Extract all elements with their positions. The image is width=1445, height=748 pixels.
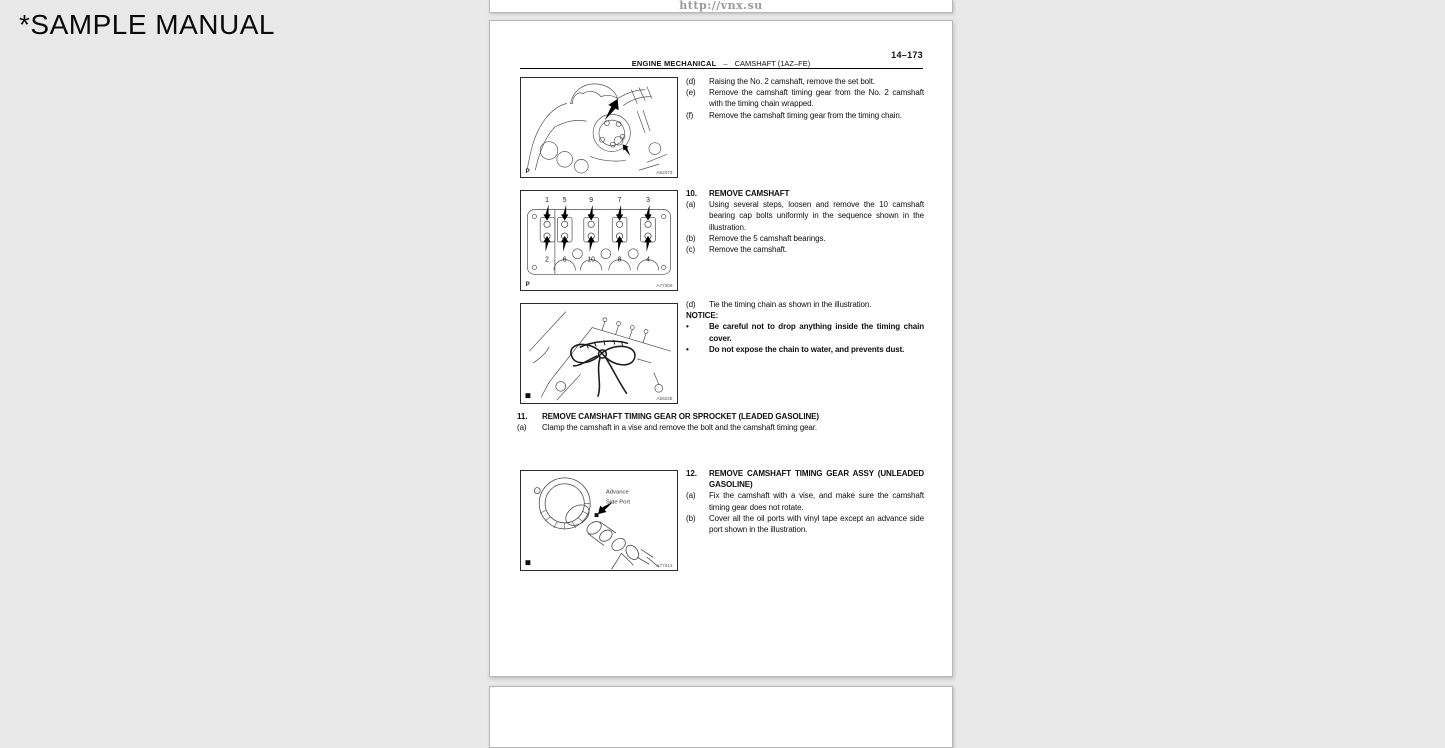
sequence-arrow-icon bbox=[561, 205, 568, 221]
steps-block-gear-removal bbox=[686, 76, 924, 121]
step-row bbox=[517, 422, 924, 433]
figure-code: A52473 bbox=[656, 170, 673, 176]
step-row bbox=[686, 233, 924, 244]
sequence-number: 5 bbox=[562, 196, 567, 204]
step-row bbox=[686, 76, 924, 87]
figure-chain-tied bbox=[520, 303, 678, 404]
step-row bbox=[686, 310, 924, 321]
header-rule bbox=[520, 68, 923, 69]
step-row bbox=[686, 87, 924, 109]
step-text: REMOVE CAMSHAFT TIMING GEAR OR SPROCKET (LEADED GASOLINE) bbox=[542, 412, 819, 421]
header-separator: – bbox=[723, 59, 728, 68]
manual-page bbox=[489, 20, 953, 677]
figure-bolt-sequence bbox=[520, 190, 678, 291]
figure-advance-side-port bbox=[520, 470, 678, 571]
steps-block-tie-chain-notice bbox=[686, 299, 924, 355]
sample-manual-label: *SAMPLE MANUAL bbox=[19, 9, 275, 40]
figure-camshaft-gear-removal bbox=[520, 77, 678, 178]
step-marker: (e) bbox=[686, 88, 696, 98]
sequence-arrow-icon bbox=[587, 205, 594, 221]
step-marker: • bbox=[686, 344, 689, 354]
sequence-number: 4 bbox=[646, 256, 650, 264]
step-text: Remove the camshaft timing gear from the No. 2 camshaft with the timing chain wrapped. bbox=[709, 88, 924, 109]
step-row bbox=[686, 344, 924, 355]
step-marker: • bbox=[686, 322, 689, 332]
photo-marker-icon bbox=[525, 393, 530, 398]
step-marker: (d) bbox=[686, 77, 696, 86]
step-marker: (d) bbox=[686, 300, 696, 309]
chain-tie-illustration bbox=[521, 304, 677, 403]
step-row bbox=[517, 411, 924, 422]
page-fragment-bottom bbox=[489, 686, 953, 748]
step-text: NOTICE: bbox=[686, 311, 719, 321]
page-header bbox=[520, 59, 922, 68]
sequence-arrow-icon bbox=[616, 205, 623, 221]
sequence-number: 9 bbox=[589, 196, 594, 204]
sequence-number: 3 bbox=[646, 196, 650, 204]
bolt-arrow-icon bbox=[620, 142, 634, 157]
step-marker: 12. bbox=[686, 469, 697, 478]
step-text: Fix the camshaft with a vise, and make sure the camshaft timing gear does not rotate. bbox=[709, 491, 924, 512]
figure-code: A77309 bbox=[656, 283, 673, 289]
url-watermark-link[interactable]: http://vnx.su bbox=[679, 0, 763, 12]
step-row bbox=[686, 110, 924, 121]
port-marker bbox=[595, 513, 599, 517]
step-text: REMOVE CAMSHAFT bbox=[709, 189, 790, 198]
step-row bbox=[686, 244, 924, 255]
step-text: Remove the camshaft. bbox=[709, 245, 788, 255]
step-text: Raising the No. 2 camshaft, remove the set bolt. bbox=[709, 77, 875, 86]
header-topic: CAMSHAFT (1AZ–FE) bbox=[734, 59, 811, 68]
sequence-number: 10 bbox=[587, 256, 595, 264]
sequence-arrow-icon bbox=[543, 205, 550, 221]
step-marker: (a) bbox=[686, 200, 696, 210]
figure-code: A56228 bbox=[656, 396, 673, 402]
step-row bbox=[686, 299, 924, 310]
figure-corner-label: P bbox=[525, 168, 530, 176]
step-row bbox=[686, 513, 924, 535]
photo-marker-icon bbox=[525, 560, 530, 565]
sequence-number: 2 bbox=[545, 256, 549, 264]
step-marker: (b) bbox=[686, 233, 696, 243]
step-text: Tie the timing chain as shown in the illustration. bbox=[709, 300, 872, 309]
figure-annotation: Advance bbox=[605, 489, 629, 496]
step-marker: 11. bbox=[517, 412, 528, 421]
cylinder-head-illustration bbox=[521, 191, 677, 290]
page-fragment-top bbox=[489, 0, 953, 13]
figure-annotation: Side Port bbox=[605, 499, 631, 506]
timing-gear-illustration bbox=[521, 471, 677, 570]
engine-illustration bbox=[521, 78, 677, 177]
step-marker: 10. bbox=[686, 189, 697, 198]
sequence-number: 1 bbox=[545, 196, 549, 204]
step-marker: (f) bbox=[686, 110, 694, 120]
steps-block-remove-gear-unleaded bbox=[686, 468, 924, 535]
step-marker: (c) bbox=[686, 245, 696, 255]
lift-arrow-icon bbox=[602, 96, 623, 123]
header-section: ENGINE MECHANICAL bbox=[631, 59, 717, 68]
figure-corner-label: P bbox=[525, 281, 530, 289]
step-text: Clamp the camshaft in a vise and remove the bolt and the camshaft timing gear. bbox=[542, 423, 818, 433]
step-text: Remove the 5 camshaft bearings. bbox=[709, 233, 826, 243]
step-text: Do not expose the chain to water, and prevents dust. bbox=[709, 344, 905, 354]
sequence-number: 6 bbox=[562, 256, 567, 264]
step-marker: (a) bbox=[686, 491, 696, 501]
steps-block-remove-gear-leaded bbox=[517, 411, 924, 433]
sequence-number: 8 bbox=[617, 256, 622, 264]
step-marker: (b) bbox=[686, 513, 696, 523]
step-row bbox=[686, 199, 924, 233]
step-text: REMOVE CAMSHAFT TIMING GEAR ASSY (UNLEADED GASOLINE) bbox=[709, 469, 924, 490]
figure-code: A77413 bbox=[656, 563, 673, 569]
step-row bbox=[686, 490, 924, 512]
step-marker: (a) bbox=[517, 423, 527, 433]
sequence-number: 7 bbox=[617, 196, 622, 204]
step-text: Be careful not to drop anything inside the timing chain cover. bbox=[709, 322, 924, 343]
page-number: 14–173 bbox=[891, 50, 923, 60]
step-row bbox=[686, 468, 924, 490]
step-row bbox=[686, 321, 924, 343]
sequence-arrow-icon bbox=[644, 205, 651, 221]
step-text: Remove the camshaft timing gear from the timing chain. bbox=[709, 110, 902, 120]
step-text: Cover all the oil ports with vinyl tape except an advance side port shown in the illustration. bbox=[709, 513, 924, 535]
step-row bbox=[686, 188, 924, 199]
step-text: Using several steps, loosen and remove the 10 camshaft bearing cap bolts uniformly in the sequence shown in the illustration. bbox=[709, 200, 924, 232]
steps-block-remove-camshaft bbox=[686, 188, 924, 255]
